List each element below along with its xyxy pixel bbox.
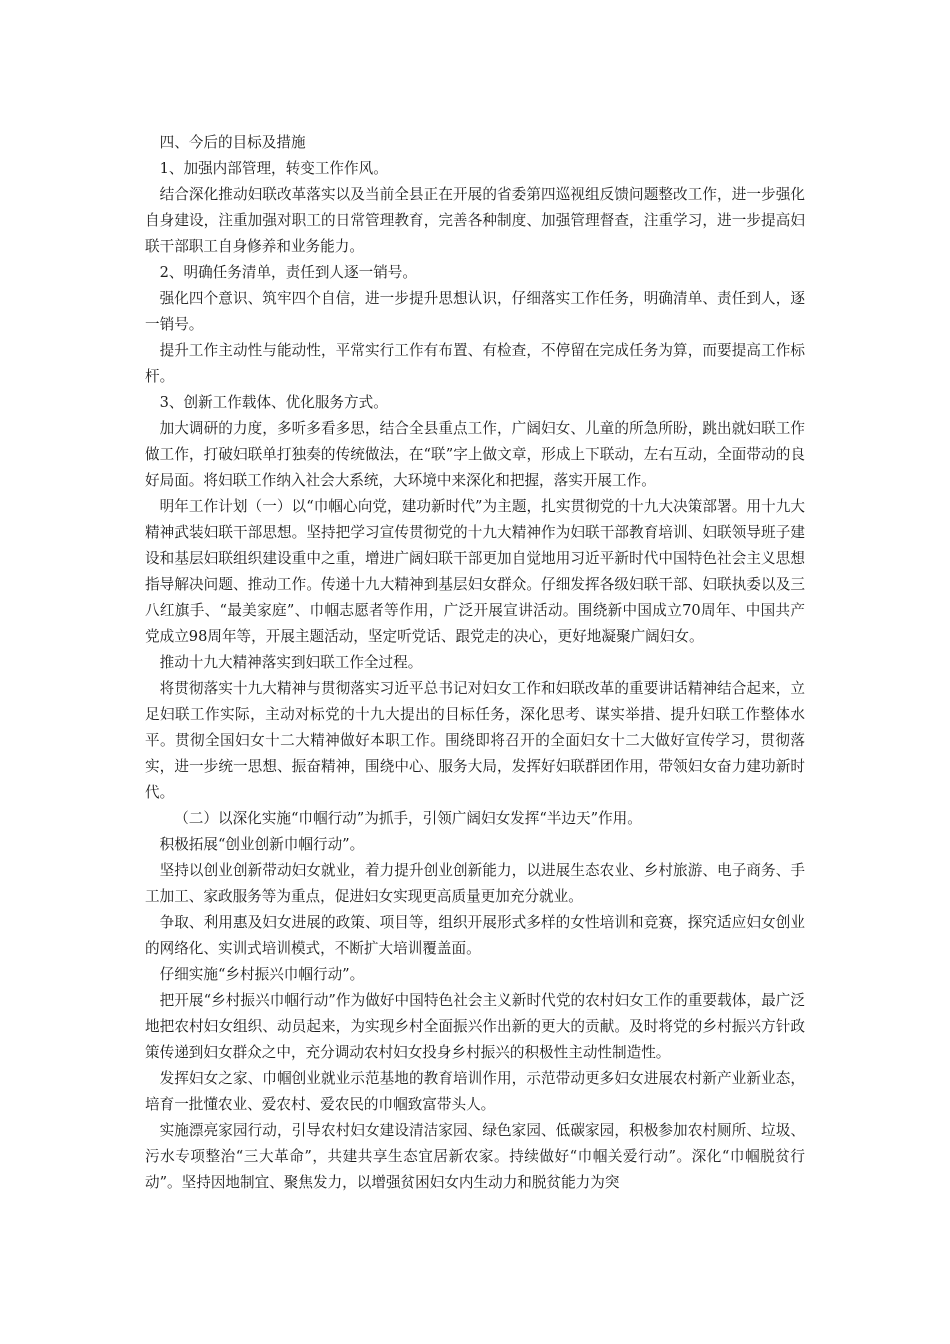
section-heading: 四、今后的目标及措施 (159, 134, 306, 151)
paragraph: 明年工作计划（一）以“巾帼心向党，建功新时代”为主题，扎实贯彻党的十九大决策部署。用十九大精神武装妇联干部思想。坚持把学习宣传贯彻党的十九大精神作为妇联干部教育培训、妇联领导班子建设和基层妇联组织建设重中之重，增进广阔妇联干部更加自觉地用习近平新时代中国特色社会主义思想指导解决问题、推动工作。传递十九大精神到基层妇女群众。仔细发挥各级妇联干部、妇联执委以及三八红旗手、“最美家庭”、巾帼志愿者等作用，广泛开展宣讲活动。围绕新中国成立70周年、中国共产党成立98周年等，开展主题活动，坚定听党话、跟党走的决心，更好地凝聚广阔妇女。 (145, 498, 805, 645)
subheading-2: 2、明确任务清单，责任到人逐一销号。 (159, 264, 417, 281)
subheading-3: 3、创新工作载体、优化服务方式。 (159, 394, 388, 411)
paragraph: 积极拓展“创业创新巾帼行动”。 (159, 836, 365, 853)
paragraph: 强化四个意识、筑牢四个自信，进一步提升思想认识，仔细落实工作任务，明确清单、责任到人，逐一销号。 (145, 290, 805, 333)
paragraph: 发挥妇女之家、巾帼创业就业示范基地的教育培训作用，示范带动更多妇女进展农村新产业新业态，培育一批懂农业、爱农村、爱农民的巾帼致富带头人。 (145, 1070, 805, 1113)
paragraph: 推动十九大精神落实到妇联工作全过程。 (159, 654, 423, 671)
paragraph: 把开展“乡村振兴巾帼行动”作为做好中国特色社会主义新时代党的农村妇女工作的重要载体，最广泛地把农村妇女组织、动员起来，为实现乡村全面振兴作出新的更大的贡献。及时将党的乡村振兴方针政策传递到妇女群众之中，充分调动农村妇女投身乡村振兴的积极性主动性制造性。 (145, 992, 805, 1061)
paragraph: 坚持以创业创新带动妇女就业，着力提升创业创新能力，以进展生态农业、乡村旅游、电子商务、手工加工、家政服务等为重点，促进妇女实现更高质量更加充分就业。 (145, 862, 805, 905)
paragraph: 结合深化推动妇联改革落实以及当前全县正在开展的省委第四巡视组反馈问题整改工作，进一步强化自身建设，注重加强对职工的日常管理教育，完善各种制度、加强管理督查，注重学习，进一步提高妇联干部职工自身修养和业务能力。 (145, 186, 805, 255)
paragraph: 将贯彻落实十九大精神与贯彻落实习近平总书记对妇女工作和妇联改革的重要讲话精神结合起来，立足妇联工作实际，主动对标党的十九大提出的目标任务，深化思考、谋实举措、提升妇联工作整体水平。贯彻全国妇女十二大精神做好本职工作。围绕即将召开的全面妇女十二大做好宣传学习，贯彻落实，进一步统一思想、振奋精神，围绕中心、服务大局，发挥好妇联群团作用，带领妇女奋力建功新时代。 (145, 680, 805, 801)
paragraph: 争取、利用惠及妇女进展的政策、项目等，组织开展形式多样的女性培训和竞赛，探究适应妇女创业的网络化、实训式培训模式，不断扩大培训覆盖面。 (145, 914, 805, 957)
subheading-part-2: （二）以深化实施“巾帼行动”为抓手，引领广阔妇女发挥“半边天”作用。 (174, 810, 642, 827)
paragraph: 仔细实施“乡村振兴巾帼行动”。 (159, 966, 365, 983)
paragraph: 提升工作主动性与能动性，平常实行工作有布置、有检查，不停留在完成任务为算，而要提高工作标杆。 (145, 342, 805, 385)
document-page (145, 130, 805, 1196)
subheading-1: 1、加强内部管理，转变工作作风。 (159, 160, 388, 177)
paragraph: 实施漂亮家园行动，引导农村妇女建设清洁家园、绿色家园、低碳家园，积极参加农村厕所、垃圾、污水专项整治“三大革命”，共建共享生态宜居新农家。持续做好“巾帼关爱行动”。深化“巾帼脱贫行动”。坚持因地制宜、聚焦发力，以增强贫困妇女内生动力和脱贫能力为突 (145, 1122, 805, 1191)
paragraph: 加大调研的力度，多听多看多思，结合全县重点工作，广阔妇女、儿童的所急所盼，跳出就妇联工作做工作，打破妇联单打独奏的传统做法，在“联”字上做文章，形成上下联动，左右互动，全面带动的良好局面。将妇联工作纳入社会大系统，大环境中来深化和把握，落实开展工作。 (145, 420, 805, 489)
